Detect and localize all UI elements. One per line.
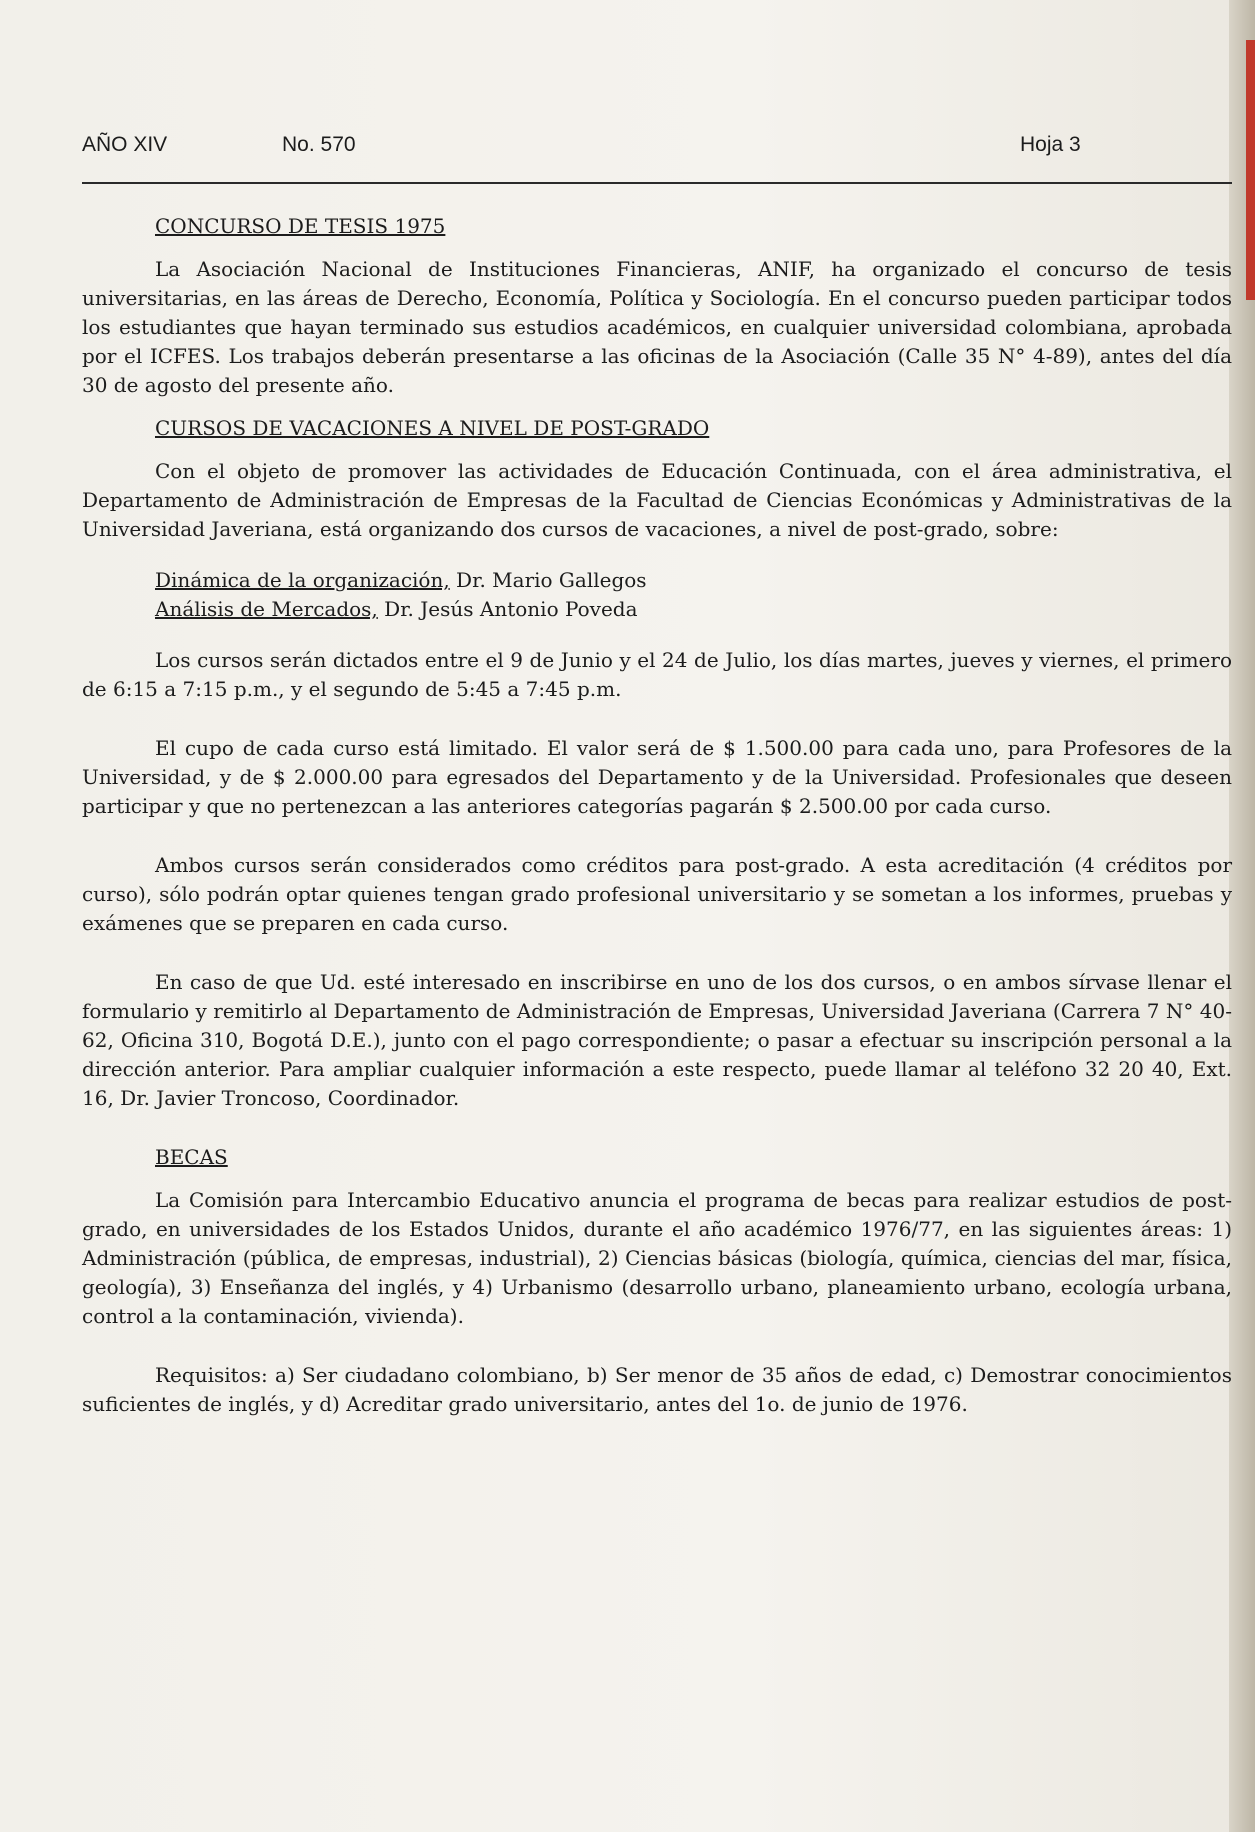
cursos-credits-paragraph: Ambos cursos serán considerados como créditos para post-grado. A esta acreditación (4 créditos por curso), sólo podrán optar quienes tengan grado profesional universitario y se sometan a los informes, pruebas y exámenes que se preparen en cada curso.	[82, 853, 1232, 935]
course-2-professor: Dr. Jesús Antonio Poveda	[377, 597, 638, 621]
cursos-registration-paragraph: En caso de que Ud. esté interesado en inscribirse en uno de los dos cursos, o en ambos sírvase llenar el formulario y remitirlo al Departamento de Administración de Empresas, Universidad Javeriana (Carrera 7 N° 40-62, Oficina 310, Bogotá D.E.), junto con el pago correspondiente; o pasar a efectuar su inscripción personal a la dirección anterior. Para ampliar cualquier información a este respecto, puede llamar al teléfono 32 20 40, Ext. 16, Dr. Javier Troncoso, Coordinador.	[82, 970, 1232, 1110]
course-item-2	[155, 595, 1232, 624]
becas-program-paragraph: La Comisión para Intercambio Educativo anuncia el programa de becas para realizar estudios de post-grado, en universidades de los Estados Unidos, durante el año académico 1976/77, en las siguientes áreas: 1) Administración (pública, de empresas, industrial), 2) Ciencias básicas (biología, química, ciencias del mar, física, geología), 3) Enseñanza del inglés, y 4) Urbanismo (desarrollo urbano, planeamiento urbano, ecología urbana, control a la contaminación, vivienda).	[82, 1188, 1232, 1328]
concurso-paragraph: La Asociación Nacional de Instituciones Financieras, ANIF, ha organizado el concurso de tesis universitarias, en las áreas de Derecho, Economía, Política y Sociología. En el concurso pueden participar todos los estudiantes que hayan terminado sus estudios académicos, en cualquier universidad colombiana, aprobada por el ICFES. Los trabajos deberán presentarse a las oficinas de la Asociación (Calle 35 N° 4-89), antes del día 30 de agosto del presente año.	[82, 257, 1232, 397]
document-body	[82, 212, 1232, 1419]
course-1-name: Dinámica de la organización,	[155, 568, 450, 592]
section-title-becas: BECAS	[155, 1145, 228, 1169]
course-1-professor: Dr. Mario Gallegos	[449, 568, 647, 592]
header-rule	[82, 182, 1232, 184]
red-tab-marker	[1246, 40, 1255, 300]
becas-requirements-paragraph: Requisitos: a) Ser ciudadano colombiano, b) Ser menor de 35 años de edad, c) Demostrar conocimientos suficientes de inglés, y d) Acreditar grado universitario, antes del 1o. de junio de 1976.	[82, 1363, 1232, 1416]
course-item-1	[155, 566, 1232, 595]
header-number: No. 570	[282, 133, 356, 156]
course-2-name: Análisis de Mercados,	[155, 597, 378, 621]
header-year: AÑO XIV	[82, 133, 168, 156]
header-sheet: Hoja 3	[1020, 133, 1081, 156]
cursos-cost-paragraph: El cupo de cada curso está limitado. El valor será de $ 1.500.00 para cada uno, para Profesores de la Universidad, y de $ 2.000.00 para egresados del Departamento y de la Universidad. Profesionales que deseen participar y que no pertenezcan a las anteriores categorías pagarán $ 2.500.00 por cada curso.	[82, 736, 1232, 818]
section-title-concurso: CONCURSO DE TESIS 1975	[155, 214, 446, 238]
cursos-schedule-paragraph: Los cursos serán dictados entre el 9 de Junio y el 24 de Julio, los días martes, jueves y viernes, el primero de 6:15 a 7:15 p.m., y el segundo de 5:45 a 7:45 p.m.	[82, 648, 1232, 701]
cursos-intro-paragraph: Con el objeto de promover las actividades de Educación Continuada, con el área administrativa, el Departamento de Administración de Empresas de la Facultad de Ciencias Económicas y Administrativas de la Universidad Javeriana, está organizando dos cursos de vacaciones, a nivel de post-grado, sobre:	[82, 459, 1232, 541]
section-title-cursos: CURSOS DE VACACIONES A NIVEL DE POST-GRADO	[155, 416, 710, 440]
